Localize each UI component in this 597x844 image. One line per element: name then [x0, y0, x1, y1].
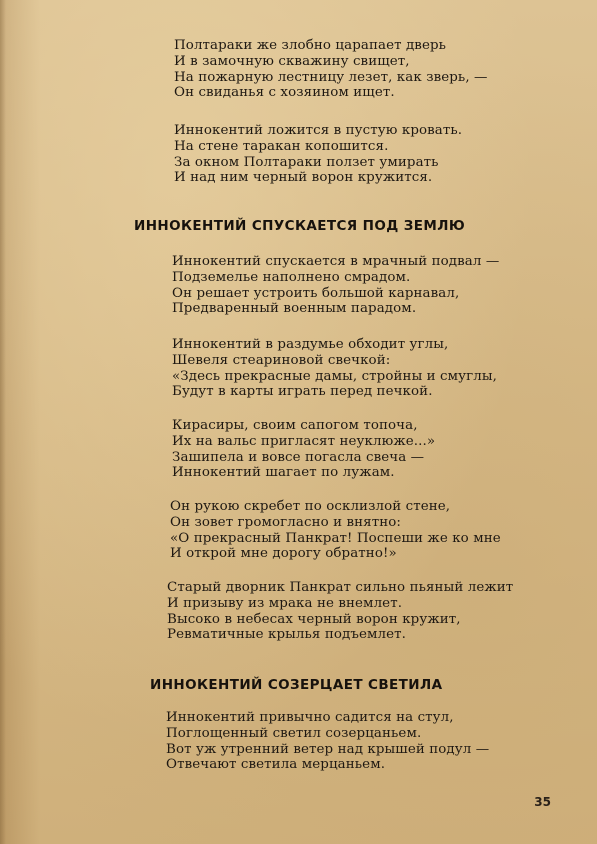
poem-line: Вот уж утренний ветер над крышей подул —: [166, 741, 490, 757]
page-binding-shadow: [0, 0, 6, 844]
stanza: [174, 123, 462, 186]
poem-line: «О прекрасный Панкрат! Поспеши же ко мне: [170, 530, 501, 546]
poem-line: На пожарную лестницу лезет, как зверь, —: [174, 69, 488, 85]
poem-line: Он рукою скребет по осклизлой стене,: [170, 499, 451, 514]
poem-line: Он решает устроить большой карнавал,: [172, 285, 460, 301]
poem-line: Ревматичные крылья подъемлет.: [167, 627, 407, 643]
poem-line: Иннокентий в раздумье обходит углы,: [172, 337, 449, 352]
stanza: [174, 38, 488, 101]
stanza: [172, 418, 435, 481]
poem-line: Он зовет громогласно и внятно:: [170, 514, 402, 530]
poem-line: Поглощенный светил созерцаньем.: [166, 725, 422, 741]
poem-line: Подземелье наполнено смрадом.: [172, 269, 411, 285]
poem-line: Полтараки же злобно царапает дверь: [174, 38, 447, 53]
poem-line: Иннокентий привычно садится на стул,: [166, 710, 454, 725]
poem-line: И открой мне дорогу обратно!»: [170, 546, 397, 562]
poem-line: Отвечают светила мерцаньем.: [166, 757, 386, 773]
poem-line: Кирасиры, своим сапогом топоча,: [172, 418, 418, 433]
poem-line: За окном Полтараки ползет умирать: [174, 154, 439, 170]
poem-line: Иннокентий шагает по лужам.: [172, 465, 395, 481]
poem-line: Он свиданья с хозяином ищет.: [174, 85, 395, 101]
section-title: ИННОКЕНТИЙ СПУСКАЕТСЯ ПОД ЗЕМЛЮ: [134, 218, 466, 234]
poem-line: Высоко в небесах черный ворон кружит,: [167, 611, 461, 627]
poem-line: Старый дворник Панкрат сильно пьяный лежит: [167, 580, 514, 595]
poem-line: На стене таракан копошится.: [174, 138, 389, 154]
poem-line: И над ним черный ворон кружится.: [174, 170, 433, 186]
poem-line: «Здесь прекрасные дамы, стройны и смуглы,: [172, 368, 497, 384]
page-number: 35: [534, 795, 551, 809]
poem-line: И призыву из мрака не внемлет.: [167, 595, 403, 611]
poem-line: Шевеля стеариновой свечкой:: [172, 352, 391, 368]
stanza: [167, 580, 513, 643]
poem-line: Зашипела и вовсе погасла свеча —: [172, 449, 425, 465]
stanza: [166, 710, 489, 773]
poem-line: Иннокентий спускается в мрачный подвал —: [172, 254, 500, 269]
poem-line: Предваренный военным парадом.: [172, 301, 417, 317]
stanza: [172, 337, 497, 400]
poem-line: Будут в карты играть перед печкой.: [172, 384, 433, 400]
stanza: [170, 499, 501, 562]
poem-line: Иннокентий ложится в пустую кровать.: [174, 123, 463, 138]
poem-line: И в замочную скважину свищет,: [174, 53, 410, 69]
section-title: ИННОКЕНТИЙ СОЗЕРЦАЕТ СВЕТИЛА: [150, 677, 443, 693]
stanza: [172, 254, 499, 317]
poem-line: Их на вальс пригласят неуклюже...»: [172, 433, 436, 449]
